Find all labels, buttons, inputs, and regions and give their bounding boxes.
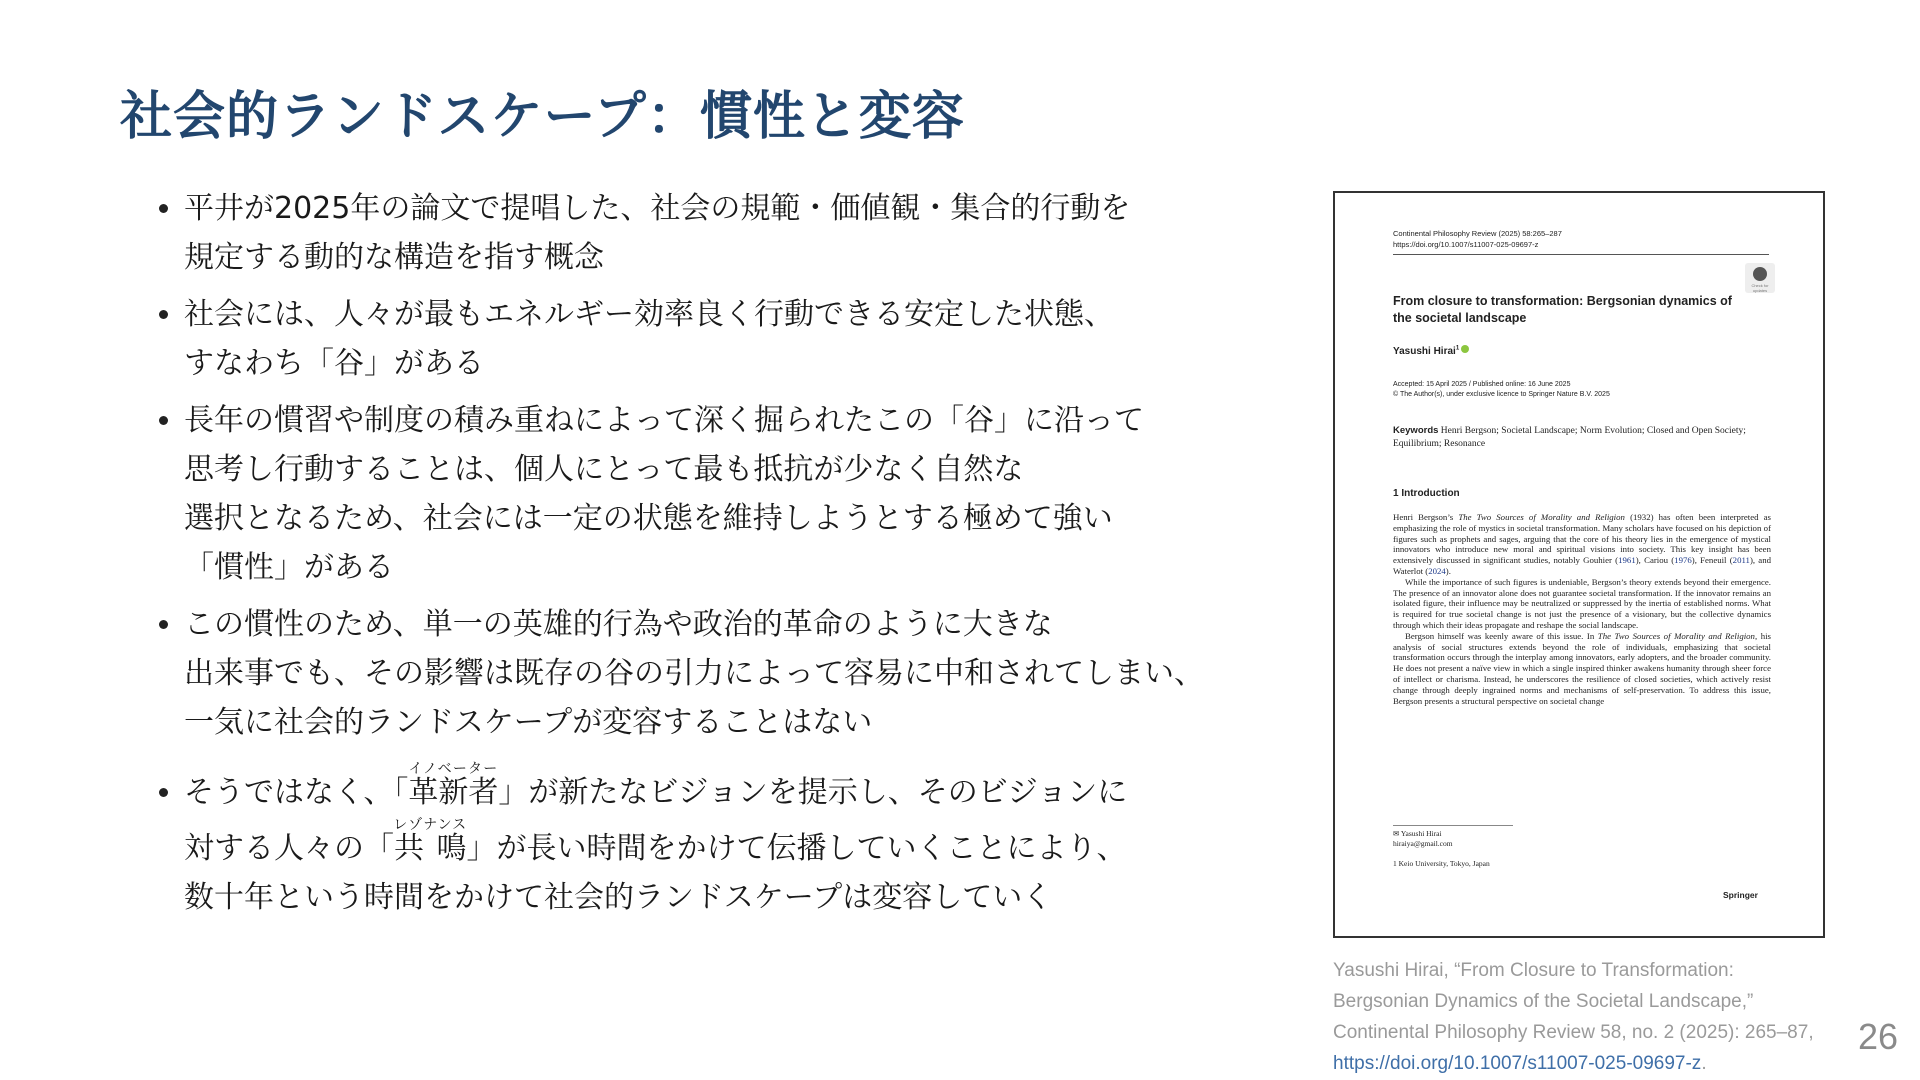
book-title: The Two Sources of Morality and Religion bbox=[1458, 512, 1625, 522]
paper-author-name: Yasushi Hirai bbox=[1393, 346, 1456, 357]
paper-keywords bbox=[1393, 425, 1773, 450]
paper-journal-meta bbox=[1393, 228, 1562, 250]
bullet-item bbox=[184, 396, 1334, 592]
bullet-line: 「慣性」がある bbox=[184, 550, 394, 585]
bullet-line bbox=[184, 817, 1334, 873]
check-updates-badge bbox=[1745, 263, 1775, 293]
paper-accepted: Accepted: 15 April 2025 / Published online: 16 June 2025 bbox=[1393, 381, 1571, 388]
paper-header-rule bbox=[1393, 254, 1769, 255]
text-segment: 」が長い時間をかけて伝播していくことにより、 bbox=[466, 831, 1127, 866]
bullet-line: 一気に社会的ランドスケープが変容することはない bbox=[184, 705, 873, 740]
text-segment: ). bbox=[1445, 565, 1451, 576]
paper-foot-name: ✉ Yasushi Hirai bbox=[1393, 829, 1442, 838]
paper-doi-line: https://doi.org/10.1007/s11007-025-09697-z bbox=[1393, 240, 1539, 249]
paper-author-sup: 1 bbox=[1455, 345, 1460, 352]
text-segment: 」が新たなビジョンを提示し、そのビジョンに bbox=[498, 775, 1128, 810]
check-updates-label: Check for updates bbox=[1751, 283, 1769, 293]
text-segment: ), and Waterlot ( bbox=[1393, 555, 1772, 576]
caption-end: . bbox=[1701, 1053, 1707, 1074]
paper-paragraph: While the importance of such figures is undeniable, Bergson’s theory extends beyond their emergence. The presence of an innovator alone does not guarantee societal transformation. If the innovator remains an isolated figure, their influence may be neutralized or suppressed by the inertia of established norms. What is required for true societal change is not just the presence of a visionary, but the collective dynamics through which their ideas propagate and reshape the social landscape. bbox=[1393, 576, 1771, 630]
paper-journal-line: Continental Philosophy Review (2025) 58:265–287 bbox=[1393, 229, 1562, 238]
text-segment: Bergson himself was keenly aware of this issue. In bbox=[1405, 630, 1598, 641]
paper-thumbnail bbox=[1333, 191, 1825, 938]
bullet-item bbox=[184, 290, 1334, 388]
bullet-list bbox=[150, 184, 1334, 930]
bullet-line: すなわち「谷」がある bbox=[184, 346, 484, 381]
resonance-term: 共 鳴 bbox=[393, 831, 468, 866]
bullet-line: • 長年の慣習や制度の積み重ねによって深く掘られたこの「谷」に沿って bbox=[184, 403, 1144, 438]
paper-footnote-rule bbox=[1393, 825, 1513, 826]
citation-caption bbox=[1333, 955, 1833, 1079]
bullet-line: 数十年という時間をかけて社会的ランドスケープは変容していく bbox=[184, 880, 1053, 915]
slide-title: 社会的ランドスケープ：慣性と変容 bbox=[120, 87, 965, 147]
paper-body bbox=[1393, 512, 1771, 706]
bullet-line: • この慣性のため、単一の英雄的行為や政治的革命のように大きな bbox=[184, 607, 1053, 642]
bullet-line: 出来事でも、その影響は既存の谷の引力によって容易に中和されてしまい、 bbox=[184, 656, 1204, 691]
bullet-item bbox=[184, 184, 1334, 282]
citation-link: 1961 bbox=[1618, 555, 1636, 566]
bullet-line: • 平井が2025年の論文で提唱した、社会の規範・価値観・集合的行動を bbox=[184, 191, 1131, 226]
bullet-item bbox=[184, 761, 1334, 922]
paper-paragraph bbox=[1393, 512, 1771, 577]
text-segment: ), Cariou ( bbox=[1635, 555, 1675, 566]
check-updates-icon bbox=[1753, 267, 1767, 281]
innovator-term: 革新者 bbox=[408, 775, 499, 810]
resonance-ruby bbox=[393, 817, 468, 866]
paper-section-heading: 1 Introduction bbox=[1393, 488, 1460, 499]
text-segment: そうではなく、「 bbox=[184, 775, 409, 810]
text-segment: 対する人々の「 bbox=[184, 831, 394, 866]
doi-link[interactable]: https://doi.org/10.1007/s11007-025-09697-z bbox=[1333, 1053, 1702, 1074]
innovator-reading: イノベーター bbox=[408, 761, 499, 777]
orcid-icon bbox=[1461, 345, 1469, 353]
bullet-line bbox=[184, 761, 1334, 817]
caption-text: Yasushi Hirai, “From Closure to Transformation: Bergsonian Dynamics of the Societal Landscape,” Continental Philosophy Review 58, no. 2 (2025): 265–87, bbox=[1333, 960, 1814, 1043]
paper-correspondence bbox=[1393, 829, 1453, 849]
paper-author bbox=[1393, 345, 1469, 357]
innovator-ruby bbox=[408, 761, 499, 810]
bullet-item bbox=[184, 600, 1334, 747]
paper-keywords-text: Henri Bergson; Societal Landscape; Norm Evolution; Closed and Open Society; Equilibrium; Resonance bbox=[1393, 426, 1746, 449]
citation-link: 1976 bbox=[1674, 555, 1692, 566]
text-segment: , his analysis of social structures extends beyond the role of individuals, emphasizing that societal transformation occurs through the interplay among innovators, early adopters, and the broader community. He does not present a naïve view in which a single inspired thinker awakens humanity through sheer force of intellect or charisma. Instead, he underscores the resilience of closed societies, which actively resist change through deeply ingrained norms and mechanisms of self-preservation. To address this issue, Bergson presents a structural perspective on societal change bbox=[1393, 630, 1771, 706]
bullet-line: • 社会には、人々が最もエネルギー効率良く行動できる安定した状態、 bbox=[184, 297, 1114, 332]
citation-link: 2011 bbox=[1732, 555, 1750, 566]
text-segment: Henri Bergson’s bbox=[1393, 512, 1459, 522]
page-number: 26 bbox=[1858, 1016, 1899, 1057]
paper-copyright: © The Author(s), under exclusive licence to Springer Nature B.V. 2025 bbox=[1393, 391, 1610, 398]
paper-title: From closure to transformation: Bergsonian dynamics of the societal landscape bbox=[1393, 294, 1732, 325]
paper-keywords-label: Keywords bbox=[1393, 425, 1439, 436]
citation-link: 2024 bbox=[1428, 565, 1446, 576]
paper-affiliation: 1 Keio University, Tokyo, Japan bbox=[1393, 859, 1490, 868]
springer-logo: Springer bbox=[1723, 890, 1758, 900]
paper-foot-email: hiraiya@gmail.com bbox=[1393, 839, 1453, 848]
bullet-line: 規定する動的な構造を指す概念 bbox=[184, 240, 604, 275]
paper-dates bbox=[1393, 380, 1610, 400]
book-title: The Two Sources of Morality and Religion bbox=[1597, 630, 1755, 641]
text-segment: (1932) has often been interpreted as emphasizing the role of mystics in societal transformation. Many scholars have focused on his depiction of figures such as prophets and sages, arguing that the core of his theory lies in the emergence of mystical innovators who introduce new moral and spiritual visions into society. This key insight has been extensively discussed in significant studies, notably Gouhier ( bbox=[1393, 512, 1771, 566]
bullet-line: 選択となるため、社会には一定の状態を維持しようとする極めて強い bbox=[184, 501, 1113, 536]
bullet-line: 思考し行動することは、個人にとって最も抵抗が少なく自然な bbox=[184, 452, 1024, 487]
paper-paragraph bbox=[1393, 631, 1771, 707]
text-segment: ), Feneuil ( bbox=[1691, 555, 1733, 566]
resonance-reading: レゾナンス bbox=[393, 817, 468, 833]
